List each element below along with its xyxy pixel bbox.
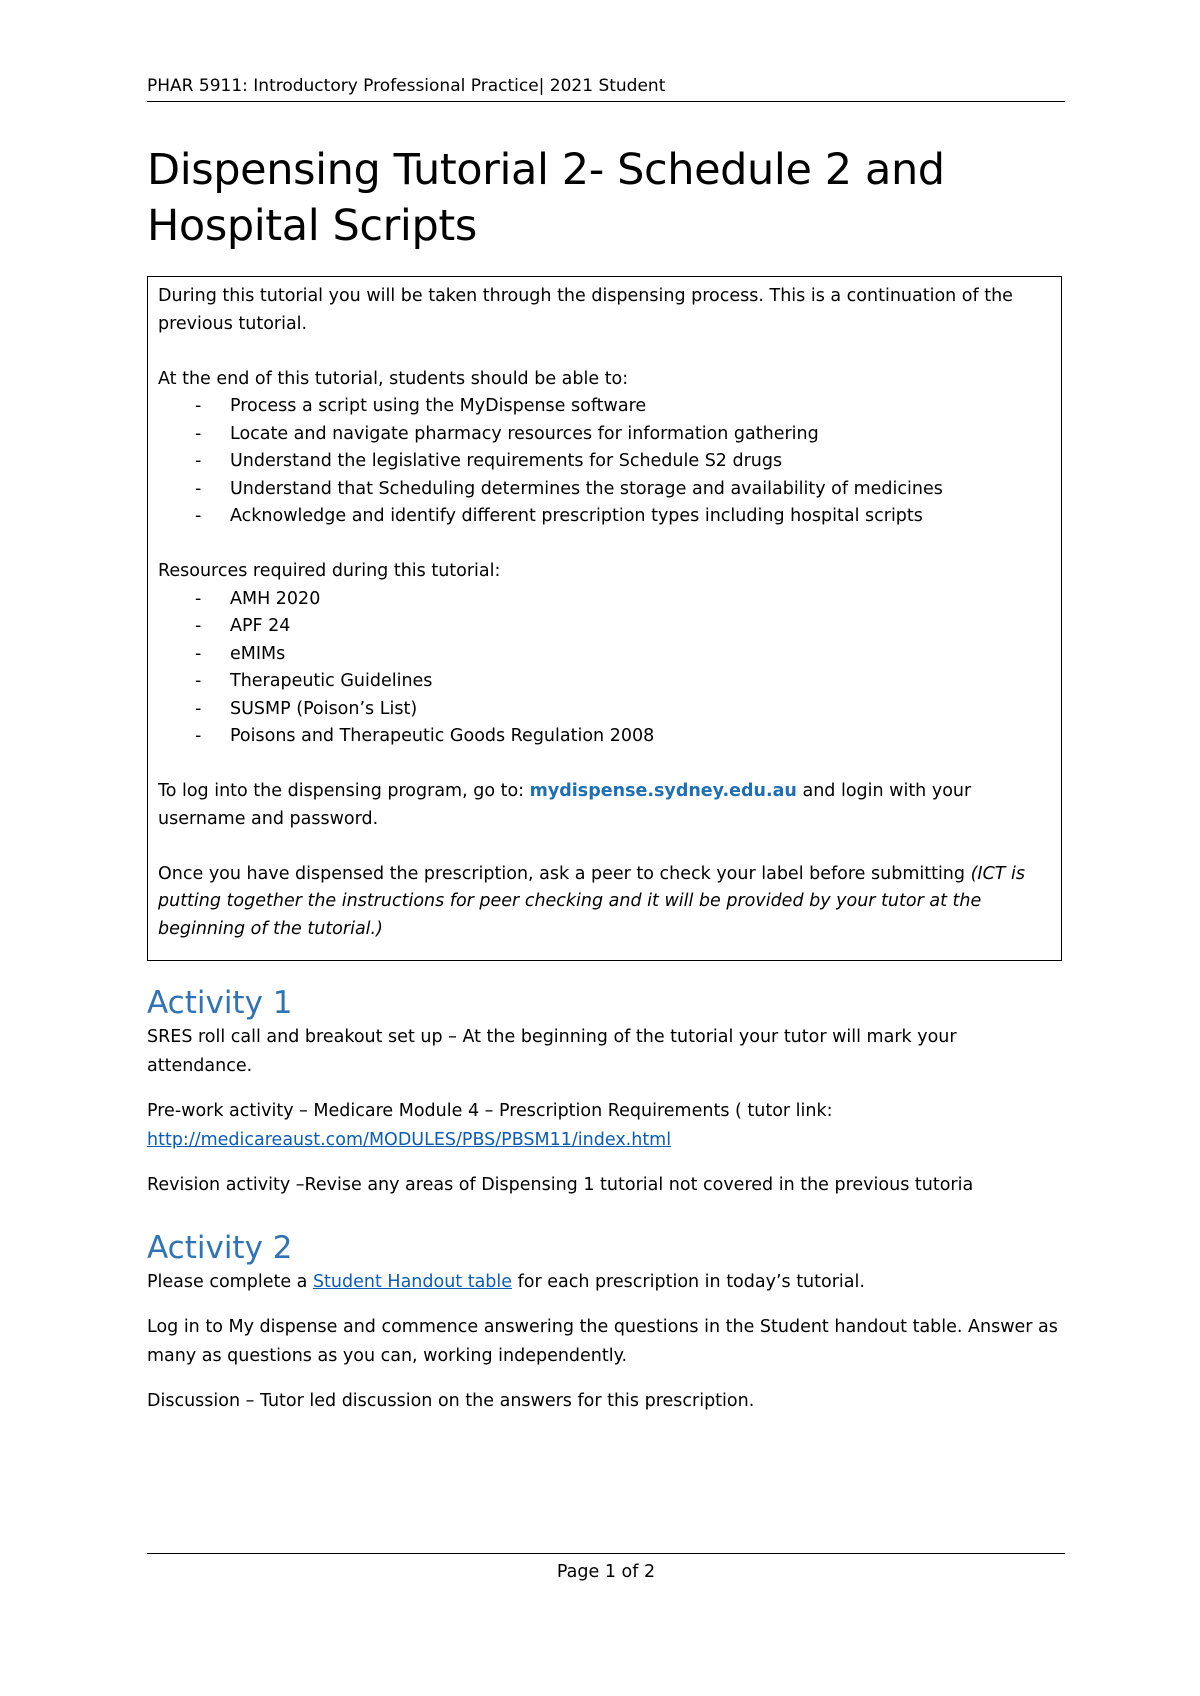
intro-box (147, 276, 1062, 961)
activity-1-section (147, 983, 1065, 1200)
footer-rule (147, 1553, 1065, 1554)
list-item: - Poisons and Therapeutic Goods Regulation 2008 (195, 726, 655, 746)
list-item: - SUSMP (Poison’s List) (195, 698, 418, 719)
activity-2-discussion: Discussion – Tutor led discussion on the answers for this prescription. (147, 1391, 755, 1411)
list-item: - AMH 2020 (195, 588, 321, 609)
header-rule (147, 101, 1065, 102)
document-title (147, 142, 1065, 254)
list-item: - Therapeutic Guidelines (195, 671, 433, 691)
page-number: Page 1 of 2 (556, 1562, 656, 1582)
medicare-module-link[interactable]: http://medicareaust.com/MODULES/PBS/PBSM11/index.html (147, 1130, 672, 1150)
login-instructions: To log into the dispensing program, go to: mydispense.sydney.edu.au and login with your username and password. (158, 781, 972, 829)
list-item: - Acknowledge and identify different prescription types including hospital scripts (195, 506, 923, 526)
activity-2-login: Log in to My dispense and commence answering the questions in the Student handout table. Answer as many as questions as you can, working independently. (147, 1317, 1058, 1366)
student-handout-link[interactable]: Student Handout table (312, 1272, 513, 1292)
activity-2-handout: Please complete a Student Handout table for each prescription in today’s tutorial. (147, 1272, 865, 1292)
resources-heading: Resources required during this tutorial: (158, 561, 501, 581)
title-line-2: Hospital Scripts (147, 201, 477, 251)
intro-text: During this tutorial you will be taken through the dispensing process. This is a continuation of the previous tutorial. (158, 286, 1013, 334)
activity-2-heading: Activity 2 (147, 1230, 293, 1266)
activity-1-roll-call: SRES roll call and breakout set up – At the beginning of the tutorial your tutor will mark your attendance. (147, 1027, 957, 1076)
list-item: - Locate and navigate pharmacy resources for information gathering (195, 423, 819, 444)
peer-check-note: (ICT is putting together the instructions for peer checking and it will be provided by your tutor at the beginning of the tutorial.) (158, 863, 1026, 939)
resources-list (158, 586, 1051, 751)
title-line-1: Dispensing Tutorial 2- Schedule 2 and (147, 145, 945, 195)
page-header: PHAR 5911: Introductory Professional Practice| 2021 Student (147, 76, 666, 96)
activity-2-section (147, 1228, 1065, 1416)
activity-1-heading: Activity 1 (147, 985, 293, 1021)
list-item: - Process a script using the MyDispense software (195, 396, 647, 416)
activity-1-prework: Pre-work activity – Medicare Module 4 – Prescription Requirements ( tutor link: http://medicareaust.com/MODULES/PBS/PBSM11/index.html (147, 1101, 833, 1150)
list-item: - APF 24 (195, 616, 291, 636)
mydispense-link[interactable]: mydispense.sydney.edu.au (529, 781, 797, 801)
outcomes-heading: At the end of this tutorial, students should be able to: (158, 368, 629, 389)
list-item: - Understand the legislative requirements for Schedule S2 drugs (195, 451, 783, 471)
outcomes-list (158, 393, 1051, 531)
list-item: - eMIMs (195, 643, 286, 664)
peer-check-instructions: Once you have dispensed the prescription, ask a peer to check your label before submitting (ICT is putting together the instructions for peer checking and it will be provided by your tutor at the beginning of the tutorial.) (158, 863, 1026, 939)
activity-1-revision: Revision activity –Revise any areas of Dispensing 1 tutorial not covered in the previous tutoria (147, 1175, 974, 1195)
list-item: - Understand that Scheduling determines the storage and availability of medicines (195, 478, 943, 499)
